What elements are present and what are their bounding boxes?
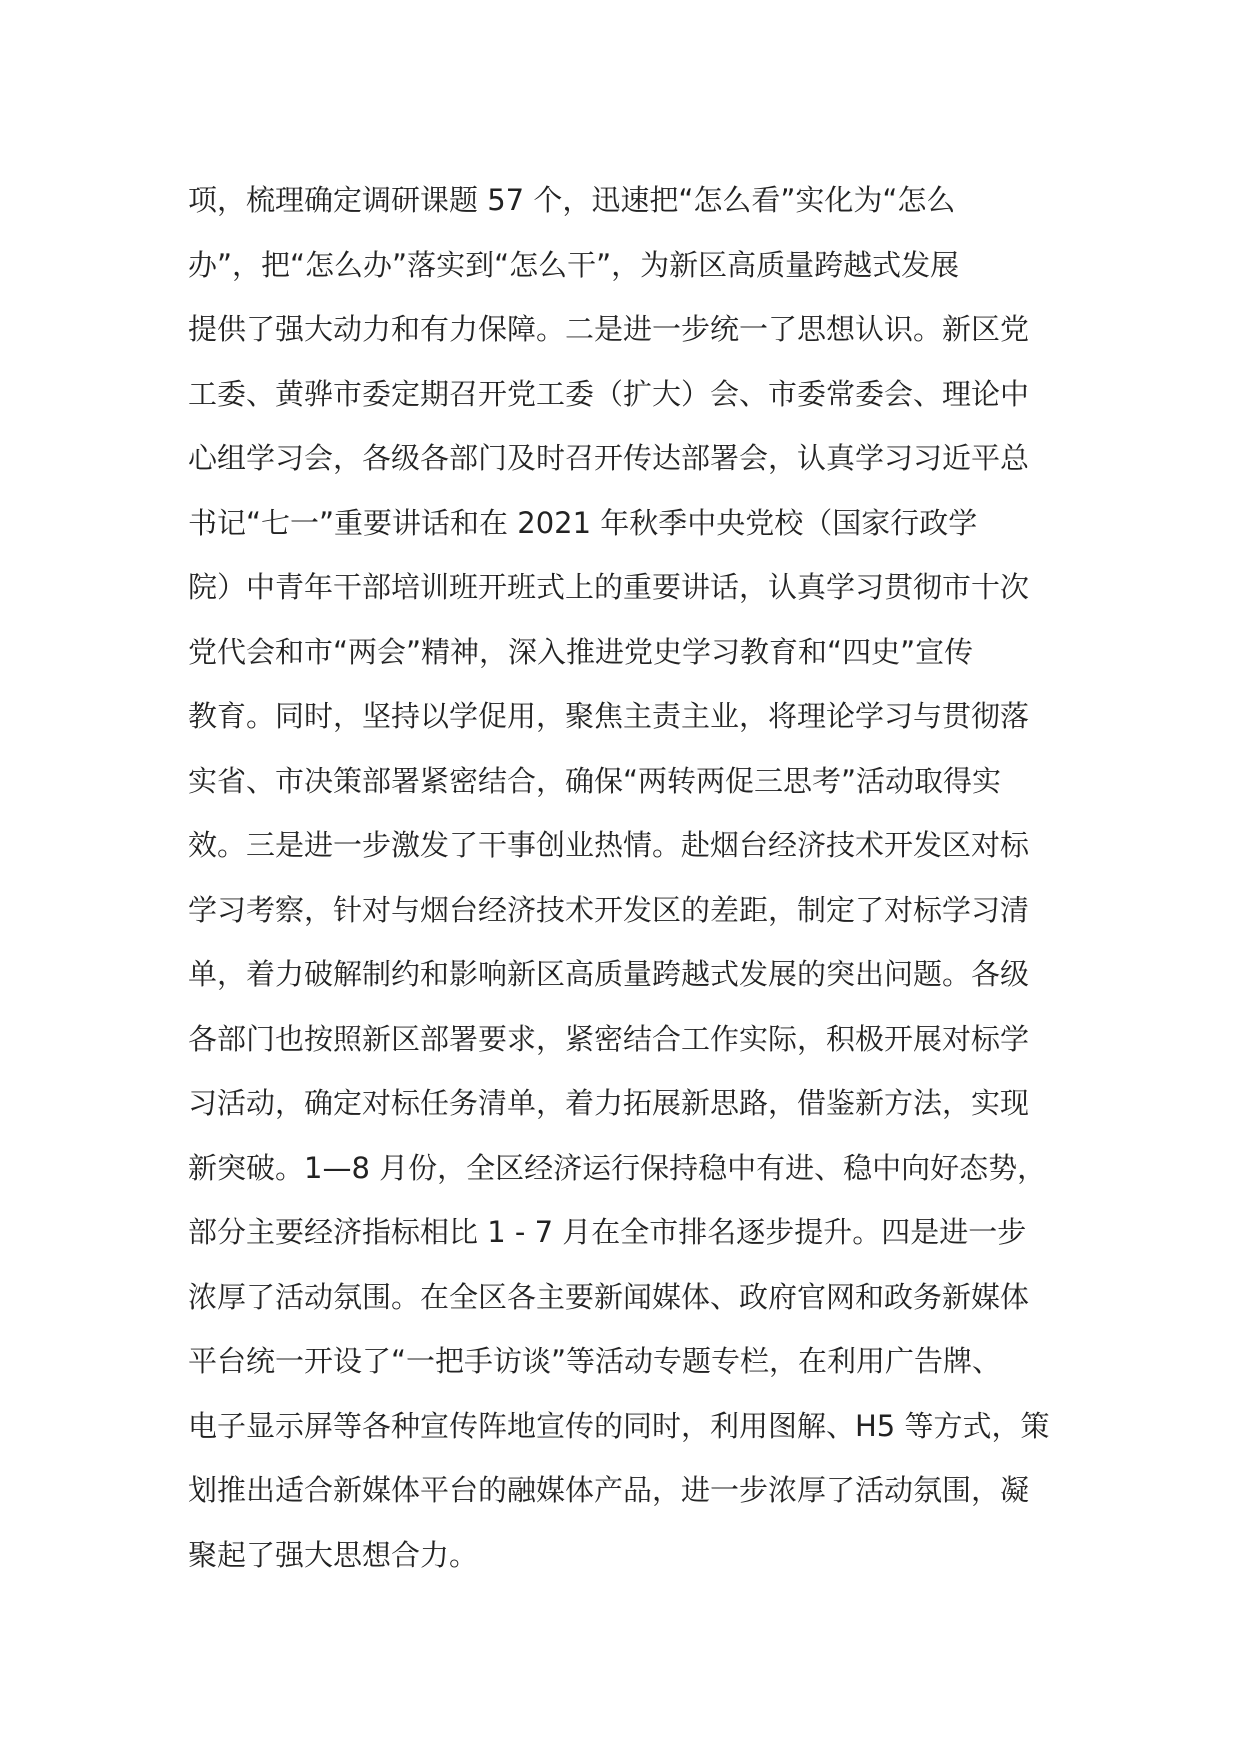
text-line-1: 项，梳理确定调研课题 57 个，迅速把“怎么看”实化为“怎么 (188, 183, 956, 217)
text-line-13: 单，着力破解制约和影响新区高质量跨越式发展的突出问题。各级 (188, 957, 1030, 991)
text-line-5: 心组学习会，各级各部门及时召开传达部署会，认真学习习近平总 (188, 441, 1030, 475)
text-line-21: 划推出适合新媒体平台的融媒体产品，进一步浓厚了活动氛围，凝 (188, 1473, 1030, 1507)
text-line-20: 电子显示屏等各种宣传阵地宣传的同时，利用图解、H5 等方式，策 (188, 1408, 1050, 1443)
text-line-9: 教育。同时，坚持以学促用，聚焦主责主业，将理论学习与贯彻落 (188, 699, 1030, 733)
text-line-7: 院）中青年干部培训班开班式上的重要讲话，认真学习贯彻市十次 (188, 570, 1030, 604)
text-line-19: 平台统一开设了“一把手访谈”等活动专题专栏，在利用广告牌、 (188, 1344, 1002, 1378)
text-line-10: 实省、市决策部署紧密结合，确保“两转两促三思考”活动取得实 (188, 763, 1002, 798)
text-line-12: 学习考察，针对与烟台经济技术开发区的差距，制定了对标学习清 (188, 892, 1030, 927)
body-paragraph (188, 168, 1068, 1587)
text-line-17: 部分主要经济指标相比 1 - 7 月在全市排名逐步提升。四是进一步 (188, 1215, 1027, 1249)
text-line-2: 办”，把“怎么办”落实到“怎么干”，为新区高质量跨越式发展 (188, 247, 960, 282)
text-line-15: 习活动，确定对标任务清单，着力拓展新思路，借鉴新方法，实现 (188, 1086, 1030, 1120)
text-line-4: 工委、黄骅市委定期召开党工委（扩大）会、市委常委会、理论中 (188, 376, 1030, 411)
text-line-3: 提供了强大动力和有力保障。二是进一步统一了思想认识。新区党 (188, 312, 1030, 346)
text-line-18: 浓厚了活动氛围。在全区各主要新闻媒体、政府官网和政务新媒体 (188, 1279, 1030, 1314)
text-line-22: 聚起了强大思想合力。 (188, 1537, 479, 1572)
text-line-16: 新突破。1—8 月份，全区经济运行保持稳中有进、稳中向好态势， (188, 1150, 1047, 1185)
text-line-8: 党代会和市“两会”精神，深入推进党史学习教育和“四史”宣传 (188, 634, 974, 669)
text-line-6: 书记“七一”重要讲话和在 2021 年秋季中央党校（国家行政学 (188, 505, 978, 540)
text-line-11: 效。三是进一步激发了干事创业热情。赴烟台经济技术开发区对标 (188, 828, 1030, 862)
text-line-14: 各部门也按照新区部署要求，紧密结合工作实际，积极开展对标学 (188, 1021, 1030, 1056)
